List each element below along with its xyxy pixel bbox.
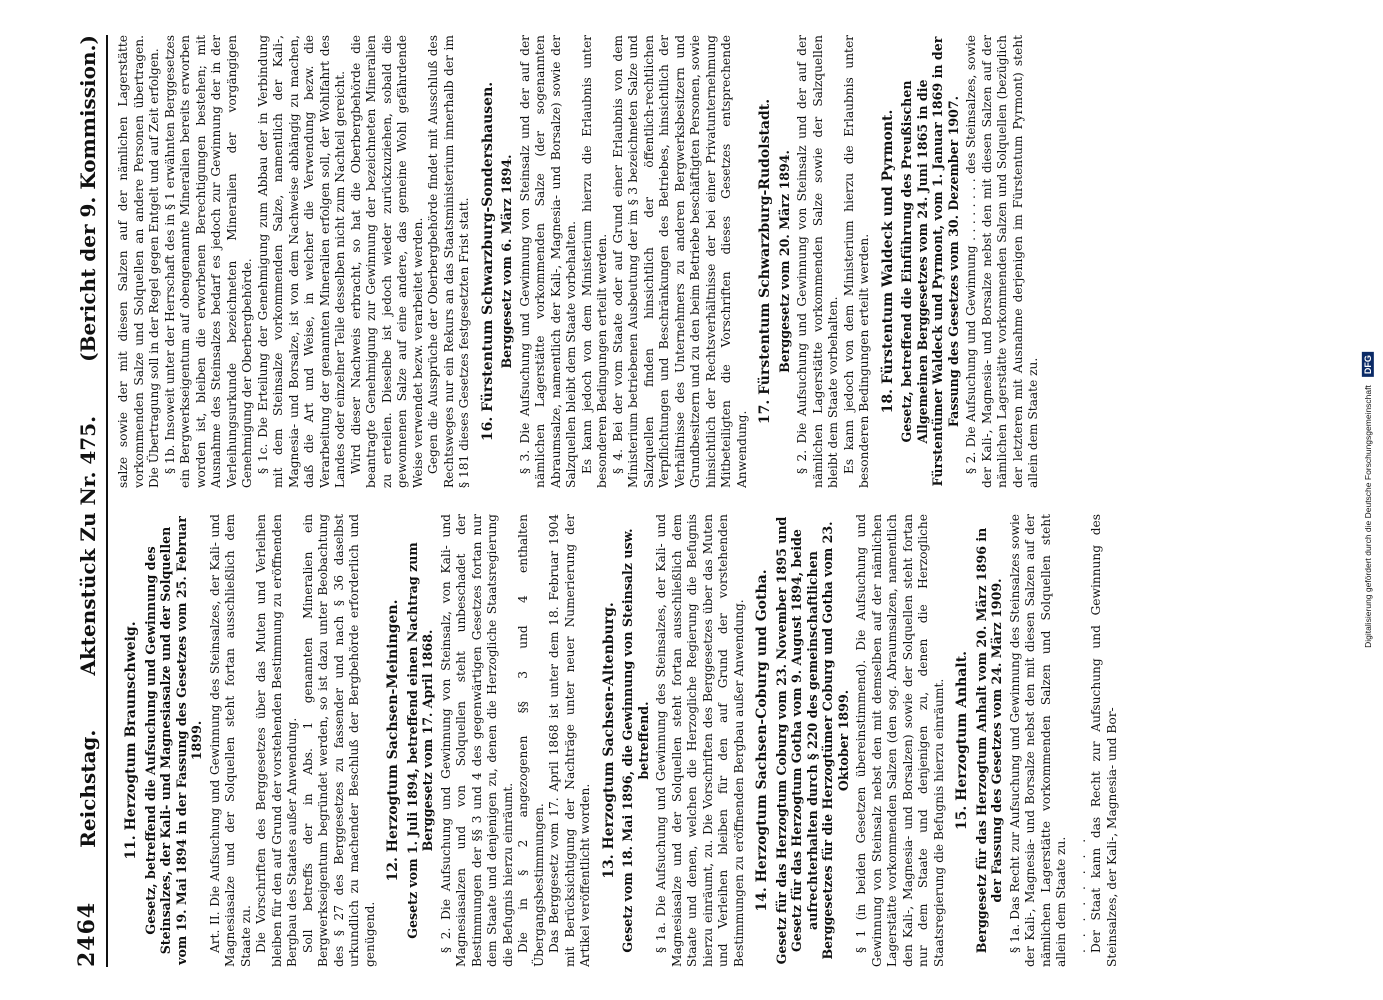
header-rule	[106, 35, 108, 967]
paragraph: § 1a. Die Aufsuchung und Gewinnung des Steinsalzes, der Kali- und Magnesiasalze und der Solquellen steht fortan ausschließlich dem Staate und denen, welchen die Herzogliche Regierung die Befugnis hierzu einräumt, zu. Die Vorschriften des Berggesetzes über das Muten und Verleihen bleiben für den auf Grund der vorstehenden Bestimmungen zu eröffnenden Bergbau außer Anwendung.	[653, 514, 745, 967]
paragraph: § 3. Die Aufsuchung und Gewinnung von Steinsalz und der auf der nämlichen Lagerstätte vorkommenden Salze (der sogenannten Abraumsalze, namentlich der Kali-, Magnesia- und Borsalze) sowie der Salzquellen bleibt dem Staate vorbehalten.	[517, 35, 578, 488]
section-title: Berggesetz vom 20. März 1894.	[776, 150, 791, 373]
digitization-credit	[1356, 10, 1380, 990]
section-title: Gesetz für das Herzogtum Coburg vom 23. November 1895 und Gesetz für das Herzogtum Gotha vom 9. August 1894, beide aufrechterhalten durch § 220 des gemeinschaftlichen Berggesetzes für die Herzogtümer Coburg und Gotha vom 23. Oktober 1899.	[773, 516, 850, 965]
paragraph: Wird dieser Nachweis erbracht, so hat die Oberbergbehörde die beantragte Genehmigung zur Gewinnung der bezeichneten Mineralien zu erteilen. Dieselbe ist jedoch wieder zurückzuziehen, sobald die gewonnenen Salze auf eine andere, das gemeine Wohl gefährdende Weise verwendet bezw. verarbeitet werden.	[348, 35, 424, 488]
header-center: Aktenstück Zu Nr. 475.	[75, 415, 100, 676]
section-title: Gesetz vom 1. Juli 1894, betreffend einen Nachtrag zum Berggesetz vom 17. April 1868.	[404, 542, 435, 939]
paragraph: § 4. Bei der vom Staate oder auf Grund einer Erlaubnis von dem Ministerium betriebenen Ausbeutung der im § 3 bezeichneten Salze und Salzquellen finden hinsichtlich der öffentlich-rechtlichen Verpflichtungen und Beschränkungen des Betriebes, hinsichtlich der Verhältnisse des Unternehmers zu anderen Bergwerksbesitzern und Grundbesitzern und zu den beim Betriebe beschäftigten Personen, sowie hinsichtlich der Rechtsverhältnisse der bei einer Privatunternehmung Mitbeteiligten die Vorschriften dieses Gesetzes entsprechende Anwendung.	[610, 35, 748, 488]
paragraph: § 1a. Das Recht zur Aufsuchung und Gewinnung des Steinsalzes sowie der Kali-, Magnesia- und Borsalze nebst den mit diesen Salzen auf der nämlichen Lagerstätte vorkommenden Salzen und Solquellen steht allein dem Staate zu.	[1007, 514, 1068, 967]
section-heading: 13. Herzogtum Sachsen-Altenburg.	[600, 602, 616, 879]
section-heading: 16. Fürstentum Schwarzburg-Sondershausen.	[479, 81, 495, 442]
paragraph: salze sowie der mit diesen Salzen auf der nämlichen Lagerstätte vorkommenden Salze und Solquellen an andere Personen übertragen. Die Übertragung soll in der Regel gegen Entgelt und auf Zeit erfolgen.	[115, 35, 161, 488]
header-left: Reichstag.	[75, 729, 100, 848]
text-columns	[116, 35, 1322, 967]
section-heading: 17. Fürstentum Schwarzburg-Rudolstadt.	[756, 98, 773, 425]
section-heading: 12. Herzogtum Sachsen-Meiningen.	[384, 599, 401, 882]
section-heading: 18. Fürstentum Waldeck und Pyrmont.	[879, 109, 895, 414]
page-number: 2464	[73, 901, 100, 967]
paragraph: Art. II. Die Aufsuchung und Gewinnung des Steinsalzes, der Kali- und Magnesiasalze und der Solquellen steht fortan ausschließlich dem Staate zu.	[207, 514, 252, 967]
paragraph: § 1b. Insoweit unter der Herrschaft des in § 1 erwähnten Berggesetzes ein Bergwerkseigentum auf obengenannte Mineralien bereits erworben worden ist, bleiben die erworbenen Berechtigungen bestehen; mit Ausnahme des Steinsalzes bedarf es jedoch zur Gewinnung der in der Verleihungsurkunde bezeichneten Mineralien der vorgängigen Genehmigung der Oberbergbehörde.	[162, 35, 254, 488]
paragraph: Das Berggesetz vom 17. April 1868 ist unter dem 18. Februar 1904 mit Berücksichtigung der Nachträge unter neuer Numerierung der Artikel veröffentlicht worden.	[546, 514, 592, 967]
ellipsis-dots: . . . . . . . .	[1073, 834, 1087, 953]
page-header	[62, 35, 100, 967]
section-title: Gesetz, betreffend die Aufsuchung und Gewinnung des Steinsalzes, der Kali- und Magnesiasalze und der Solquellen vom 19. Mai 1894 in der Fassung des Gesetzes vom 25. Februar 1899.	[142, 516, 204, 965]
paragraph: § 2. Die Aufsuchung und Gewinnung von Steinsalz und der auf der nämlichen Lagerstätte vorkommenden Salze sowie der Salzquellen bleibt dem Staate vorbehalten.	[794, 35, 840, 488]
column-left	[116, 514, 1322, 967]
section-title: Gesetz, betreffend die Einführung des Preußischen Allgemeinen Berggesetzes vom 24. Juni 1865 in die Fürstentümer Waldeck und Pyrmont, vom 1. Januar 1869 in der Fassung des Gesetzes vom 30. Dezember 1907.	[898, 36, 960, 487]
paragraph: Die Vorschriften des Berggesetzes über das Muten und Verleihen bleiben für den auf Grund der vorstehenden Bestimmung zu eröffnenden Bergbau des Staates außer Anwendung.	[253, 514, 299, 967]
paragraph: § 2. Die Aufsuchung und Gewinnung . . . . . . . . des Steinsalzes, sowie der Kali-, Magnesia- und Borsalze nebst den mit diesen Salzen auf der nämlichen Lagerstätte vorkommenden Salzen und Solquellen (bezüglich der letzteren mit Ausnahme derjenigen im Fürstentum Pyrmont) steht allein dem Staate zu.	[963, 35, 1040, 488]
paragraph: § 1c. Die Erteilung der Genehmigung zum Abbau der in Verbindung mit dem Steinsalze vorkommenden Salze, namentlich der Kali-, Magnesia- und Borsalze, ist von dem Nachweise abhängig zu machen, daß die Art und Weise, in welcher die Verwendung bezw. die Verarbeitung der genannten Mineralien erfolgen soll, der Wohlfahrt des Landes oder einzelner Teile desselben nicht zum Nachteil gereicht.	[255, 35, 347, 488]
paragraph: Die in § 2 angezogenen §§ 3 und 4 enthalten Übergangsbestimmungen.	[515, 514, 545, 967]
column-right	[116, 35, 1322, 488]
paragraph: § 1 (in beiden Gesetzen übereinstimmend). Die Aufsuchung und Gewinnung von Steinsalz nebst den mit demselben auf der nämlichen Lagerstätte vorkommenden Salzen (den sog. Abraumsalzen, namentlich den Kali-, Magnesia- und Borsalzen) sowie der Solquellen steht fortan nur dem Staate und denjenigen zu, denen die Herzogliche Staatsregierung die Befugnis hierzu einräumt.	[853, 514, 945, 967]
section-title: Gesetz vom 18. Mai 1896, die Gewinnung von Steinsalz usw. betreffend.	[619, 528, 650, 953]
paragraph: § 2. Die Aufsuchung und Gewinnung von Steinsalz, von Kali- und Magnesiasalzen und von Solquellen steht unbeschadet der Bestimmungen der §§ 3 und 4 des gegenwärtigen Gesetzes fortan nur dem Staate und denjenigen zu, denen die Herzogliche Staatsregierung die Befugnis hierzu einräumt.	[438, 514, 514, 967]
section-heading: 14. Herzogtum Sachsen-Coburg und Gotha.	[753, 569, 770, 912]
paragraph: Es kann jedoch von dem Ministerium hierzu die Erlaubnis unter besonderen Bedingungen erteilt werden.	[841, 35, 871, 488]
dfg-logo: DFG	[1362, 352, 1374, 377]
section-heading: 11. Herzogtum Braunschweig.	[122, 621, 139, 860]
paragraph: Es kann jedoch von dem Ministerium hierzu die Erlaubnis unter besonderen Bedingungen erteilt werden.	[579, 35, 609, 488]
section-title: Berggesetz vom 6. März 1894.	[498, 154, 514, 369]
paragraph: Gegen die Aussprüche der Oberbergbehörde findet mit Ausschluß des Rechtsweges nur ein Rekurs an das Staatsministerium innerhalb der im § 181 dieses Gesetzes festgesetzten Frist statt.	[425, 35, 471, 488]
section-title: Berggesetz für das Herzogtum Anhalt vom 20. März 1896 in der Fassung des Gesetzes vom 24. März 1909.	[973, 527, 1004, 954]
section-heading: 15. Herzogtum Anhalt.	[953, 650, 970, 831]
paragraph: Der Staat kann das Recht zur Aufsuchung und Gewinnung des Steinsalzes, der Kali-, Magnesia- und Bor-	[1088, 514, 1118, 967]
credit-text: Digitalisierung gefördert durch die Deutsche Forschungsgemeinschaft	[1363, 385, 1374, 648]
rotated-page	[42, 25, 1342, 975]
paragraph: Soll betreffs der in Abs. 1 genannten Mineralien ein Bergwerkseigentum begründet werden, so ist dazu unter Beobachtung des § 27 des Berggesetzes zu fassender und nach § 36 daselbst urkundlich zu machender Beschluß der Bergbehörde erforderlich und genügend.	[300, 514, 376, 967]
header-right: (Bericht der 9. Kommission.)	[75, 35, 100, 362]
